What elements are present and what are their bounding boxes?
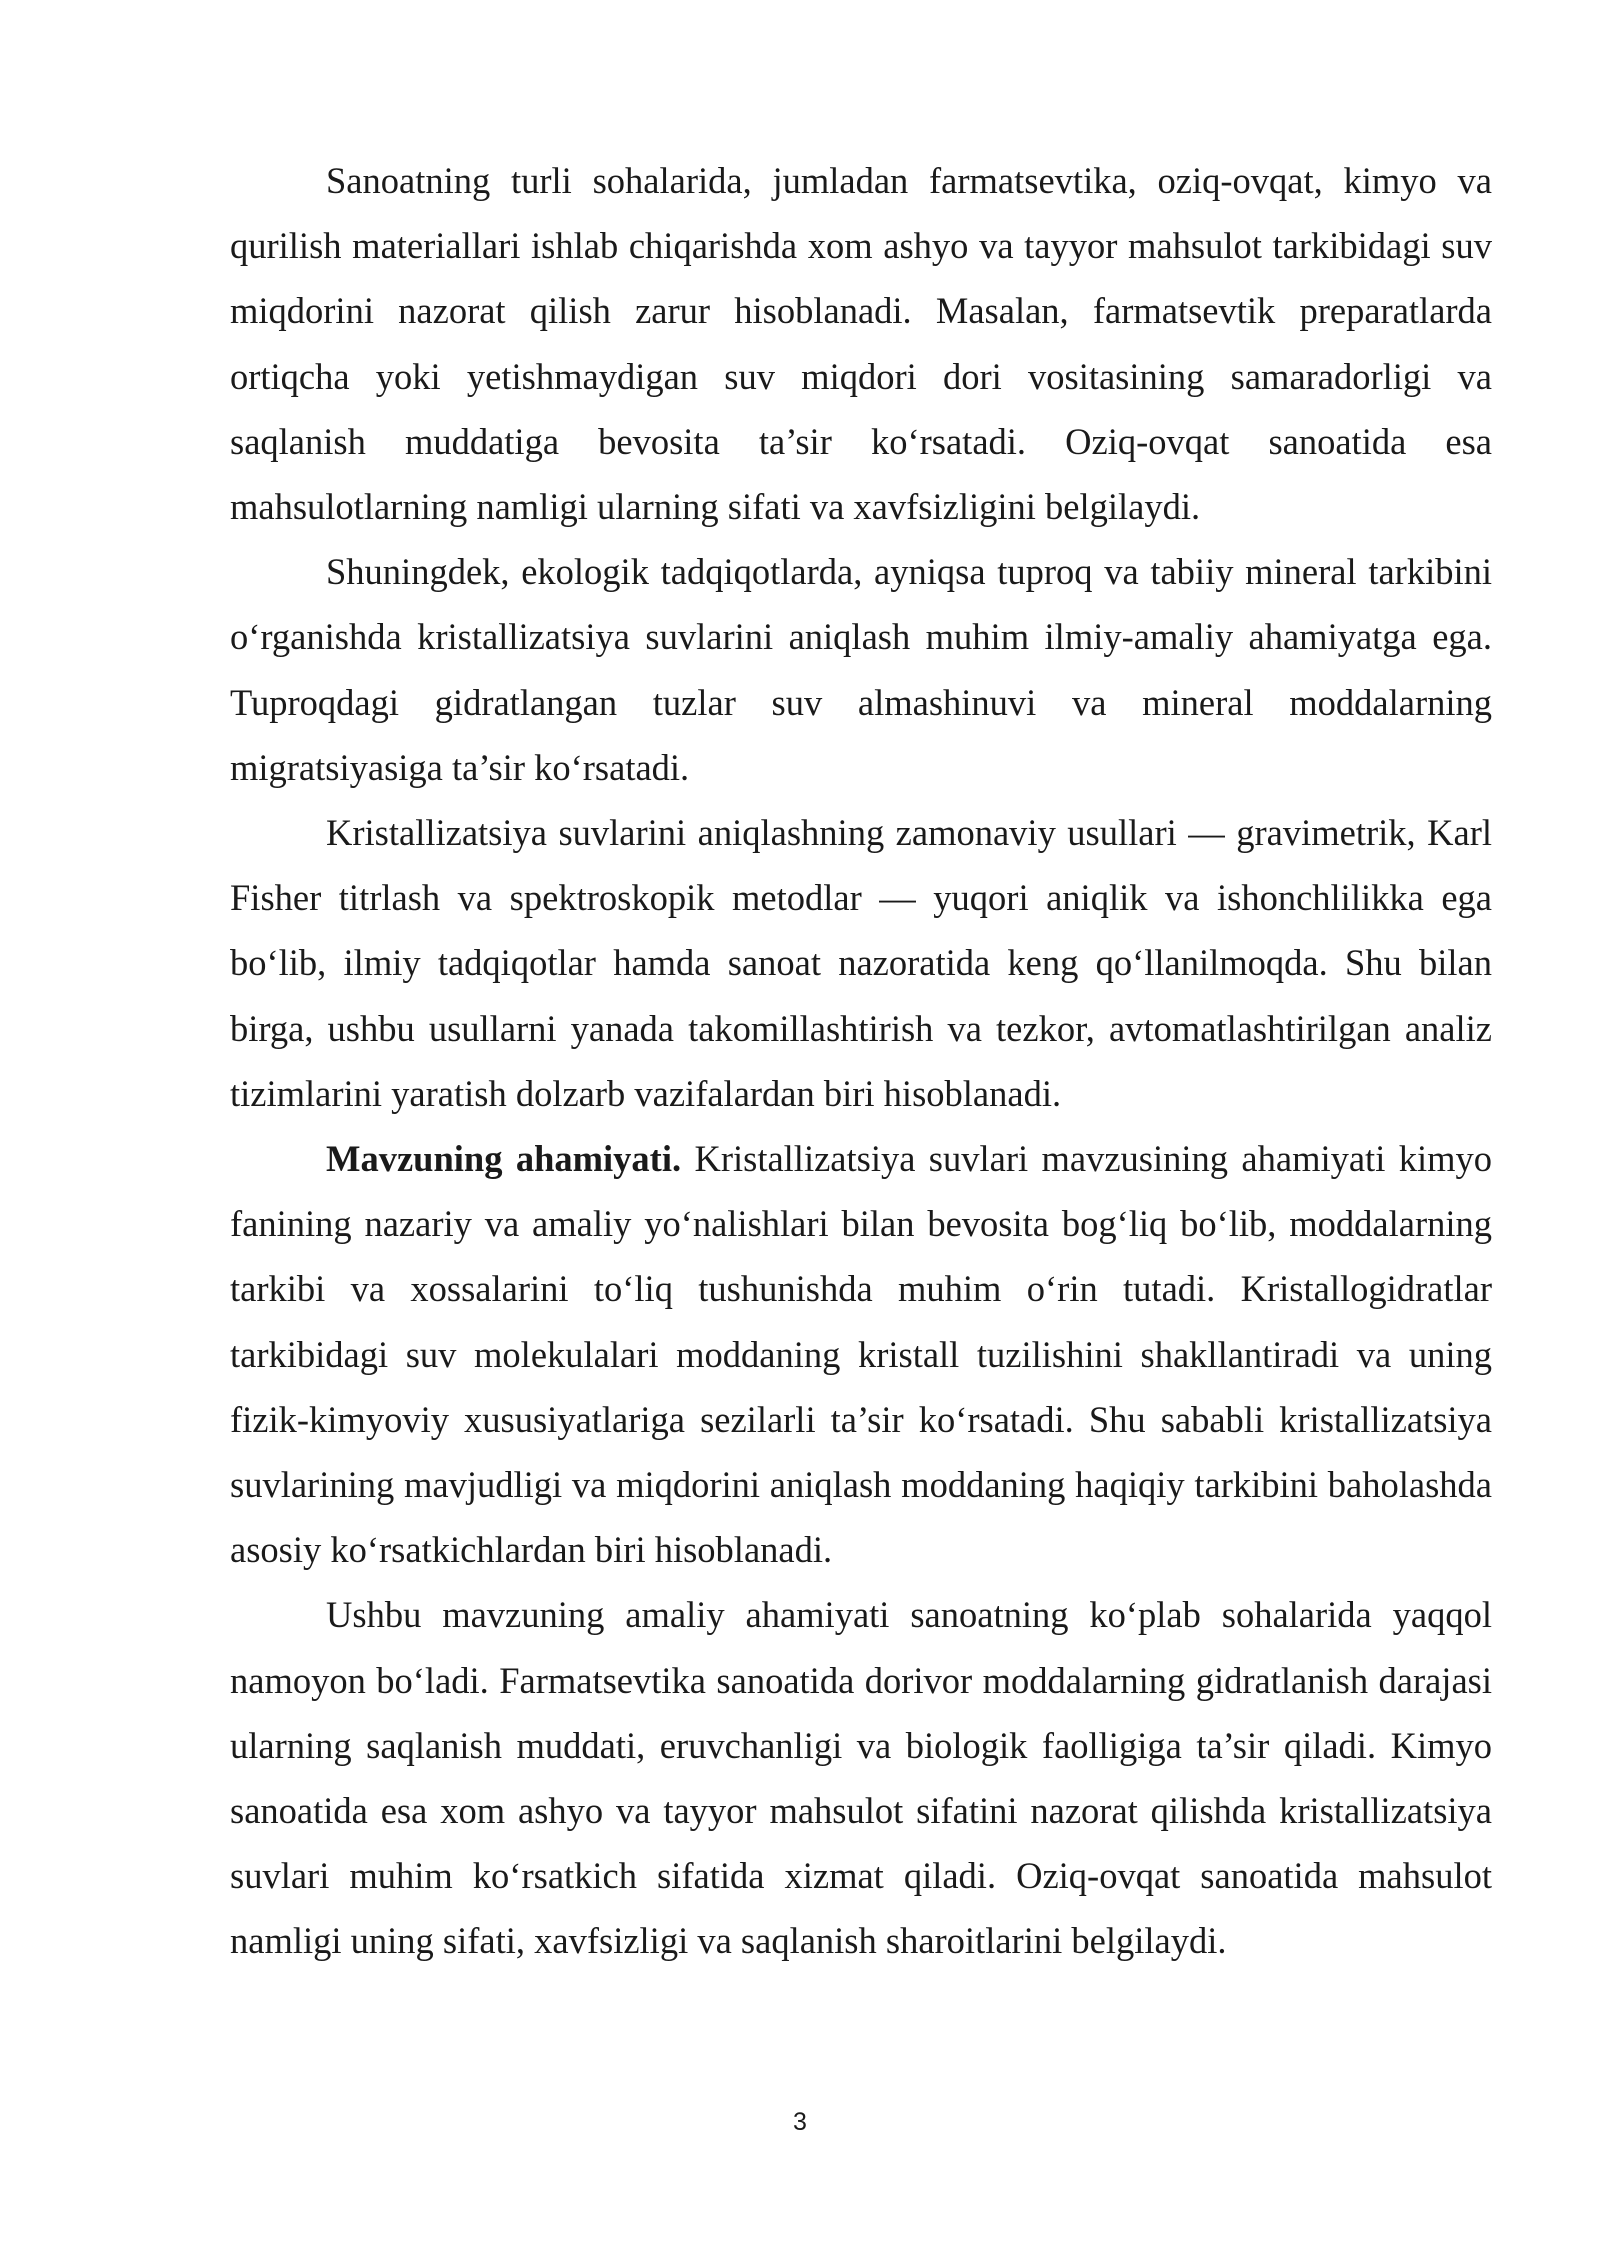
paragraph-4	[230, 1126, 1492, 1582]
paragraph-text: Shuningdek, ekologik tadqiqotlarda, ayniqsa tuproq va tabiiy mineral tarkibini o‘rganishda kristallizatsiya suvlarini aniqlash muhim ilmiy-amaliy ahamiyatga ega. Tuproqdagi gidratlangan tuzlar suv almashinuvi va mineral moddalarning migratsiyasiga ta’sir ko‘rsatadi.	[230, 551, 1492, 788]
paragraph-3	[230, 800, 1492, 1126]
paragraph-lead-heading: Mavzuning ahamiyati.	[326, 1138, 682, 1180]
paragraph-text: Kristallizatsiya suvlari mavzusining ahamiyati kimyo fanining nazariy va amaliy yo‘nalishlari bilan bevosita bog‘liq bo‘lib, moddalarning tarkibi va xossalarini to‘liq tushunishda muhim o‘rin tutadi. Kristallogidratlar tarkibidagi suv molekulalari moddaning kristall tuzilishini shakllantiradi va uning fizik-kimyoviy xususiyatlariga sezilarli ta’sir ko‘rsatadi. Shu sababli kristallizatsiya suvlarining mavjudligi va miqdorini aniqlash moddaning haqiqiy tarkibini baholashda asosiy ko‘rsatkichlardan biri hisoblanadi.	[230, 1138, 1492, 1571]
page-number: 3	[793, 2108, 807, 2136]
paragraph-text: Sanoatning turli sohalarida, jumladan farmatsevtika, oziq-ovqat, kimyo va qurilish materiallari ishlab chiqarishda xom ashyo va tayyor mahsulot tarkibidagi suv miqdorini nazorat qilish zarur hisoblanadi. Masalan, farmatsevtik preparatlarda ortiqcha yoki yetishmaydigan suv miqdori dori vositasining samaradorligi va saqlanish muddatiga bevosita ta’sir ko‘rsatadi. Oziq-ovqat sanoatida esa mahsulotlarning namligi ularning sifati va xavfsizligini belgilaydi.	[230, 160, 1492, 528]
paragraph-5	[230, 1582, 1492, 1973]
body-text	[230, 148, 1492, 1974]
paragraph-1	[230, 148, 1492, 539]
paragraph-text: Kristallizatsiya suvlarini aniqlashning zamonaviy usullari — gravimetrik, Karl Fisher titrlash va spektroskopik metodlar — yuqori aniqlik va ishonchlilikka ega bo‘lib, ilmiy tadqiqotlar hamda sanoat nazoratida keng qo‘llanilmoqda. Shu bilan birga, ushbu usullarni yanada takomillashtirish va tezkor, avtomatlashtirilgan analiz tizimlarini yaratish dolzarb vazifalardan biri hisoblanadi.	[230, 812, 1492, 1114]
paragraph-text: Ushbu mavzuning amaliy ahamiyati sanoatning ko‘plab sohalarida yaqqol namoyon bo‘ladi. Farmatsevtika sanoatida dorivor moddalarning gidratlanish darajasi ularning saqlanish muddati, eruvchanligi va biologik faolligiga ta’sir qiladi. Kimyo sanoatida esa xom ashyo va tayyor mahsulot sifatini nazorat qilishda kristallizatsiya suvlari muhim ko‘rsatkich sifatida xizmat qiladi. Oziq-ovqat sanoatida mahsulot namligi uning sifati, xavfsizligi va saqlanish sharoitlarini belgilaydi.	[230, 1594, 1492, 1962]
paragraph-2	[230, 539, 1492, 800]
